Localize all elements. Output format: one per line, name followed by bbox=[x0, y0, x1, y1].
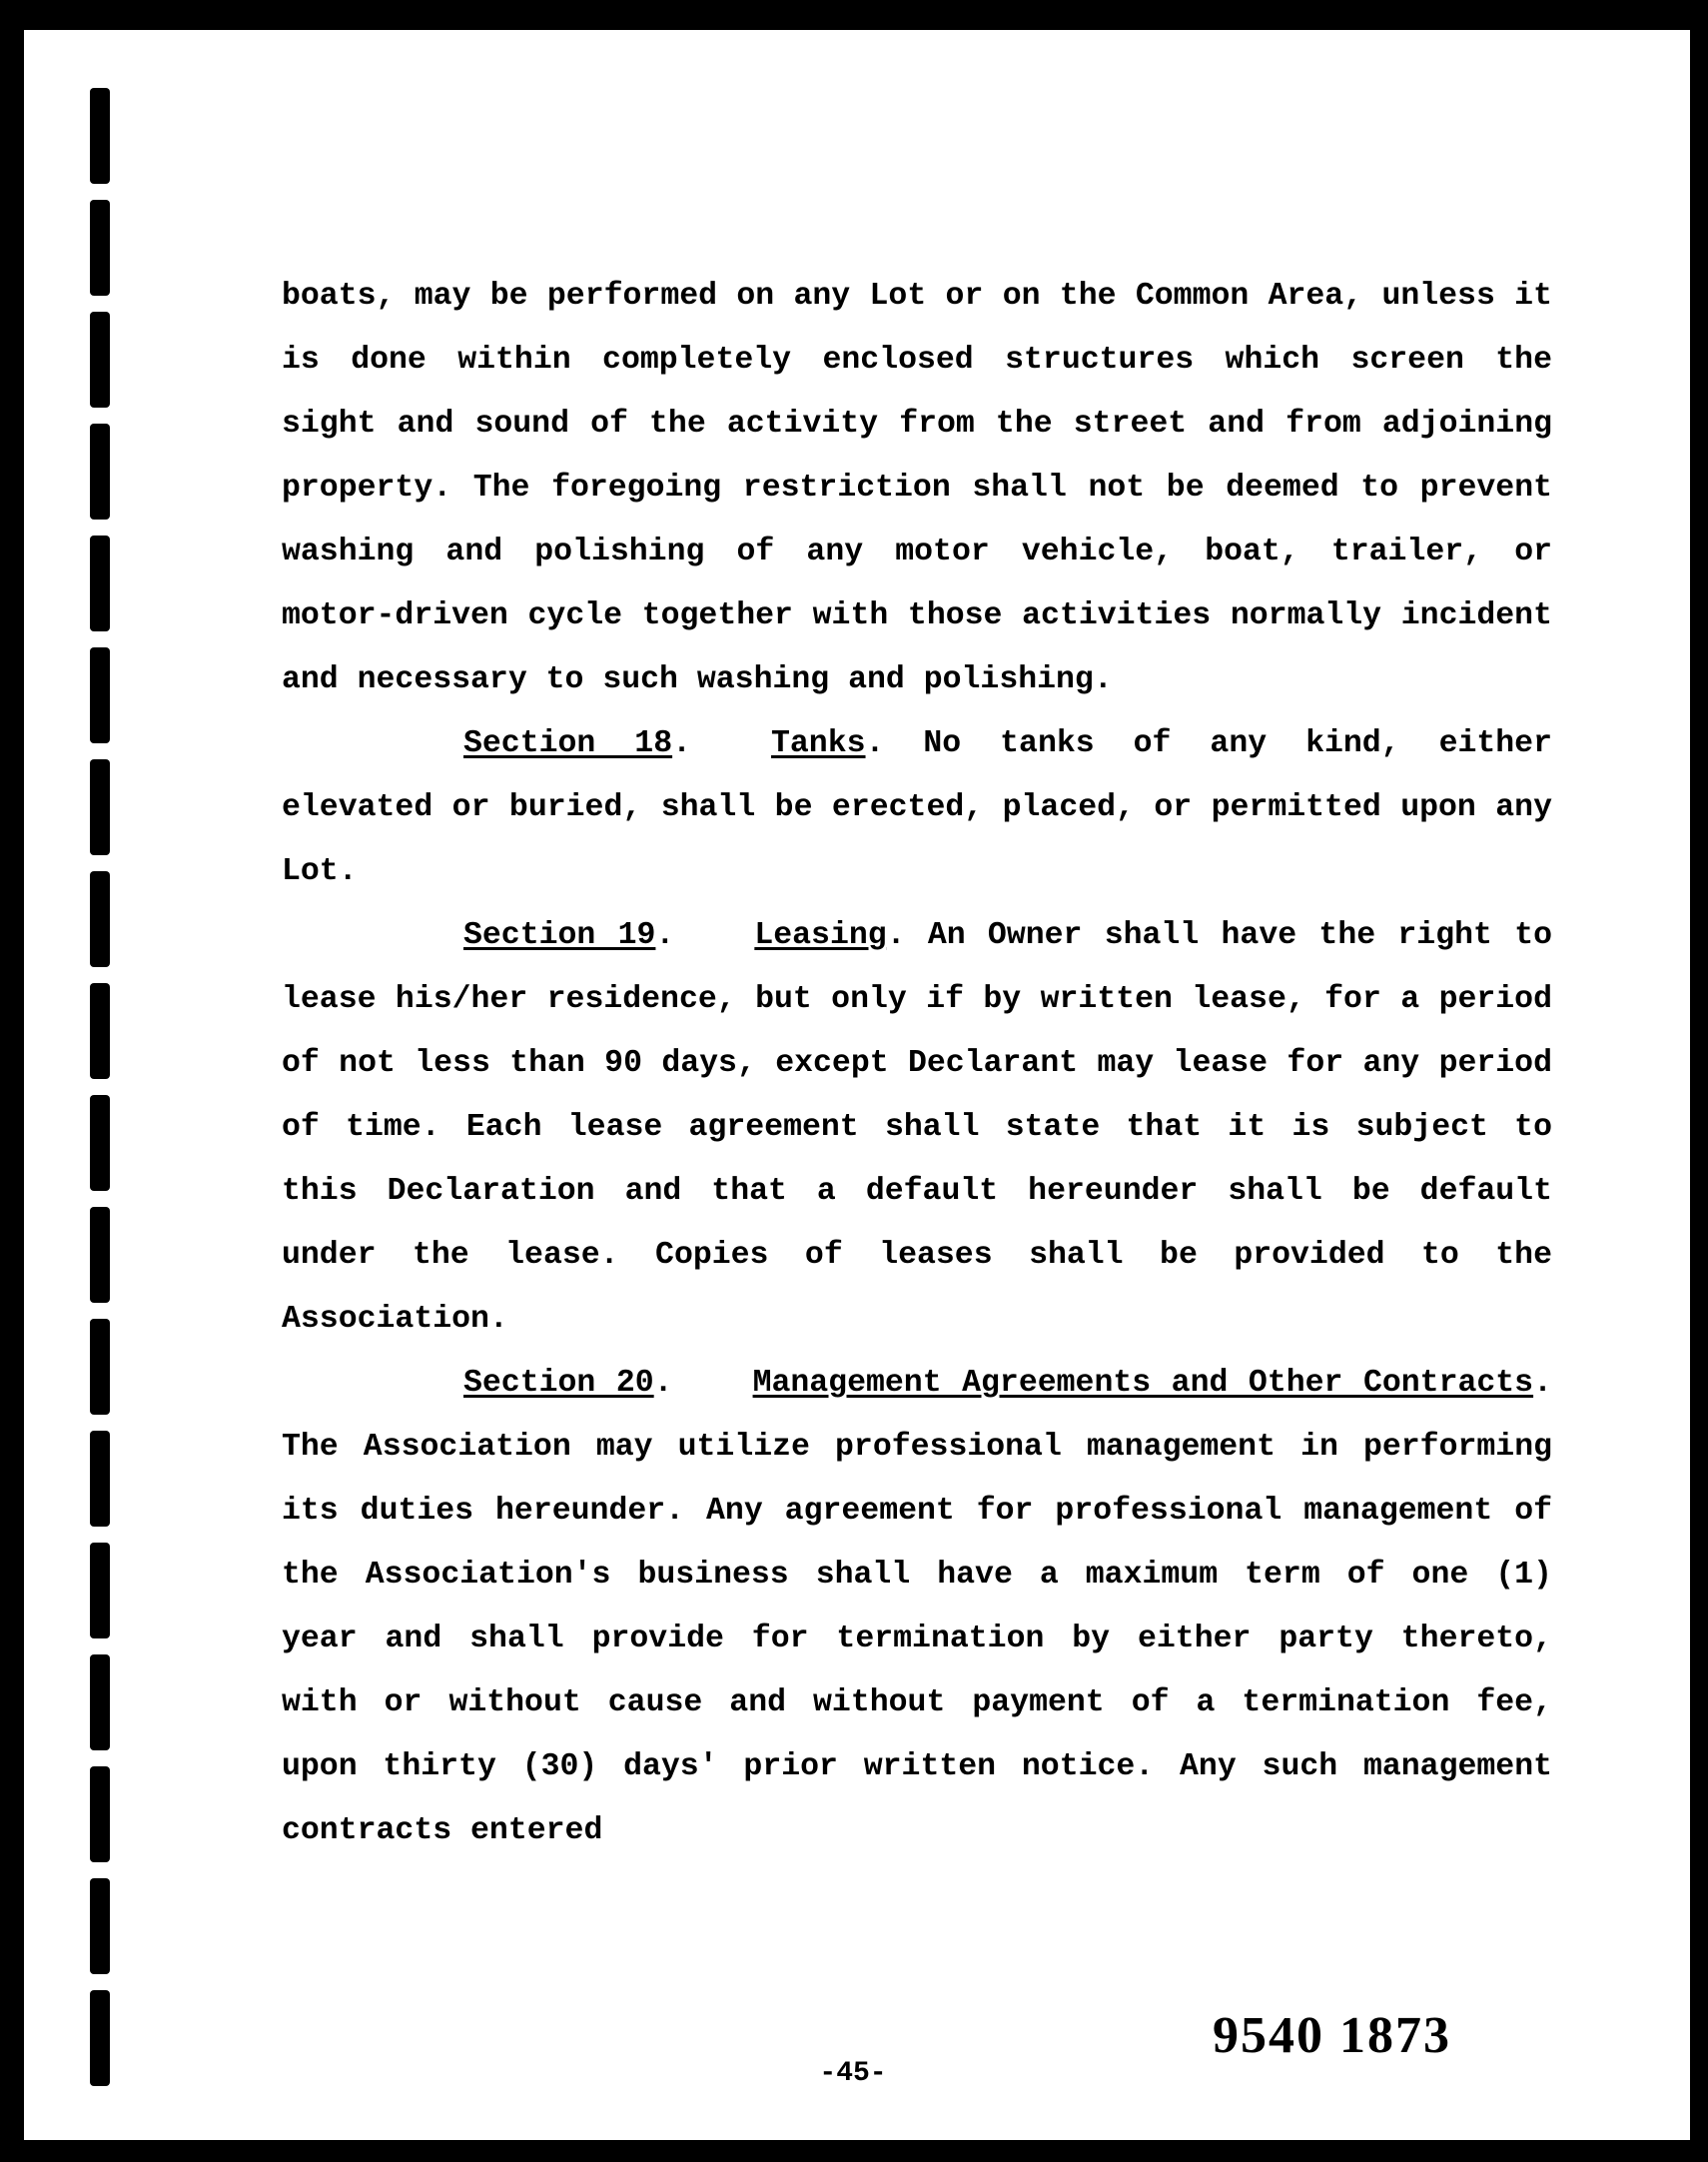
paragraph-continuation: boats, may be performed on any Lot or on the Common Area, unless it is done within completely enclosed structures which screen the sight and sound of the activity from the street and from adjoining property. The foregoing restriction shall not be deemed to prevent washing and polishing of any motor vehicle, boat, trailer, or motor-driven cycle together with those activities normally incident and necessary to such washing and polishing. bbox=[282, 279, 1552, 697]
section-18: Section 18. Tanks. No tanks of any kind, either elevated or buried, shall be erected, placed, or permitted upon any Lot. bbox=[282, 726, 1552, 889]
binding-hole bbox=[90, 88, 110, 184]
section-20-title: Management Agreements and Other Contracts bbox=[752, 1366, 1534, 1401]
binding-hole bbox=[90, 871, 110, 967]
binding-hole bbox=[90, 1207, 110, 1303]
binding-hole bbox=[90, 1654, 110, 1750]
binding-hole bbox=[90, 1878, 110, 1974]
binding-hole bbox=[90, 536, 110, 631]
document-body bbox=[282, 265, 1552, 1863]
binding-marks bbox=[84, 88, 124, 2126]
binding-hole bbox=[90, 1319, 110, 1415]
binding-hole bbox=[90, 983, 110, 1079]
section-19: Section 19. Leasing. An Owner shall have the right to lease his/her residence, but only if by written lease, for a period of not less than 90 days, except Declarant may lease for any period of time. Each lease agreement shall state that it is subject to this Declaration and that a default hereunder shall be default under the lease. Copies of leases shall be provided to the Association. bbox=[282, 918, 1553, 1337]
binding-hole bbox=[90, 200, 110, 296]
section-19-body: An Owner shall have the right to lease his/her residence, but only if by written lease, for a period of not less than 90 days, except Declarant may lease for any period of time. Each lease agreement shall state that it is subject to this Declaration and that a default hereunder shall be default under the lease. Copies of leases shall be provided to the Association. bbox=[282, 918, 1553, 1337]
section-18-label: Section 18 bbox=[463, 726, 673, 761]
binding-hole bbox=[90, 424, 110, 520]
section-20-body: The Association may utilize professional management in performing its duties hereunder. Any agreement for professional management of the Association's business shall have a maximum term of one (1) year and shall provide for termination by either party thereto, with or without cause and without payment of a termination fee, upon thirty (30) days' prior written notice. Any such management contracts entered bbox=[282, 1430, 1552, 1848]
binding-hole bbox=[90, 1543, 110, 1638]
section-20: Section 20. Management Agreements and Other Contracts. The Association may utilize professional management in performing its duties hereunder. Any agreement for professional management of the Association's business shall have a maximum term of one (1) year and shall provide for termination by either party thereto, with or without cause and without payment of a termination fee, upon thirty (30) days' prior written notice. Any such management contracts entered bbox=[282, 1366, 1552, 1848]
section-18-title: Tanks bbox=[771, 726, 866, 761]
document-number: 9540 1873 bbox=[1213, 2007, 1451, 2064]
document-page bbox=[24, 30, 1690, 2140]
section-19-title: Leasing bbox=[754, 918, 887, 953]
binding-hole bbox=[90, 312, 110, 408]
section-18-body: No tanks of any kind, either elevated or buried, shall be erected, placed, or permitted upon any Lot. bbox=[282, 726, 1552, 889]
section-20-label: Section 20 bbox=[463, 1366, 654, 1401]
binding-hole bbox=[90, 759, 110, 855]
binding-hole bbox=[90, 1095, 110, 1191]
binding-hole bbox=[90, 1431, 110, 1527]
binding-hole bbox=[90, 647, 110, 743]
section-19-label: Section 19 bbox=[463, 918, 656, 953]
page-number: -45- bbox=[819, 2058, 887, 2089]
binding-hole bbox=[90, 1766, 110, 1862]
